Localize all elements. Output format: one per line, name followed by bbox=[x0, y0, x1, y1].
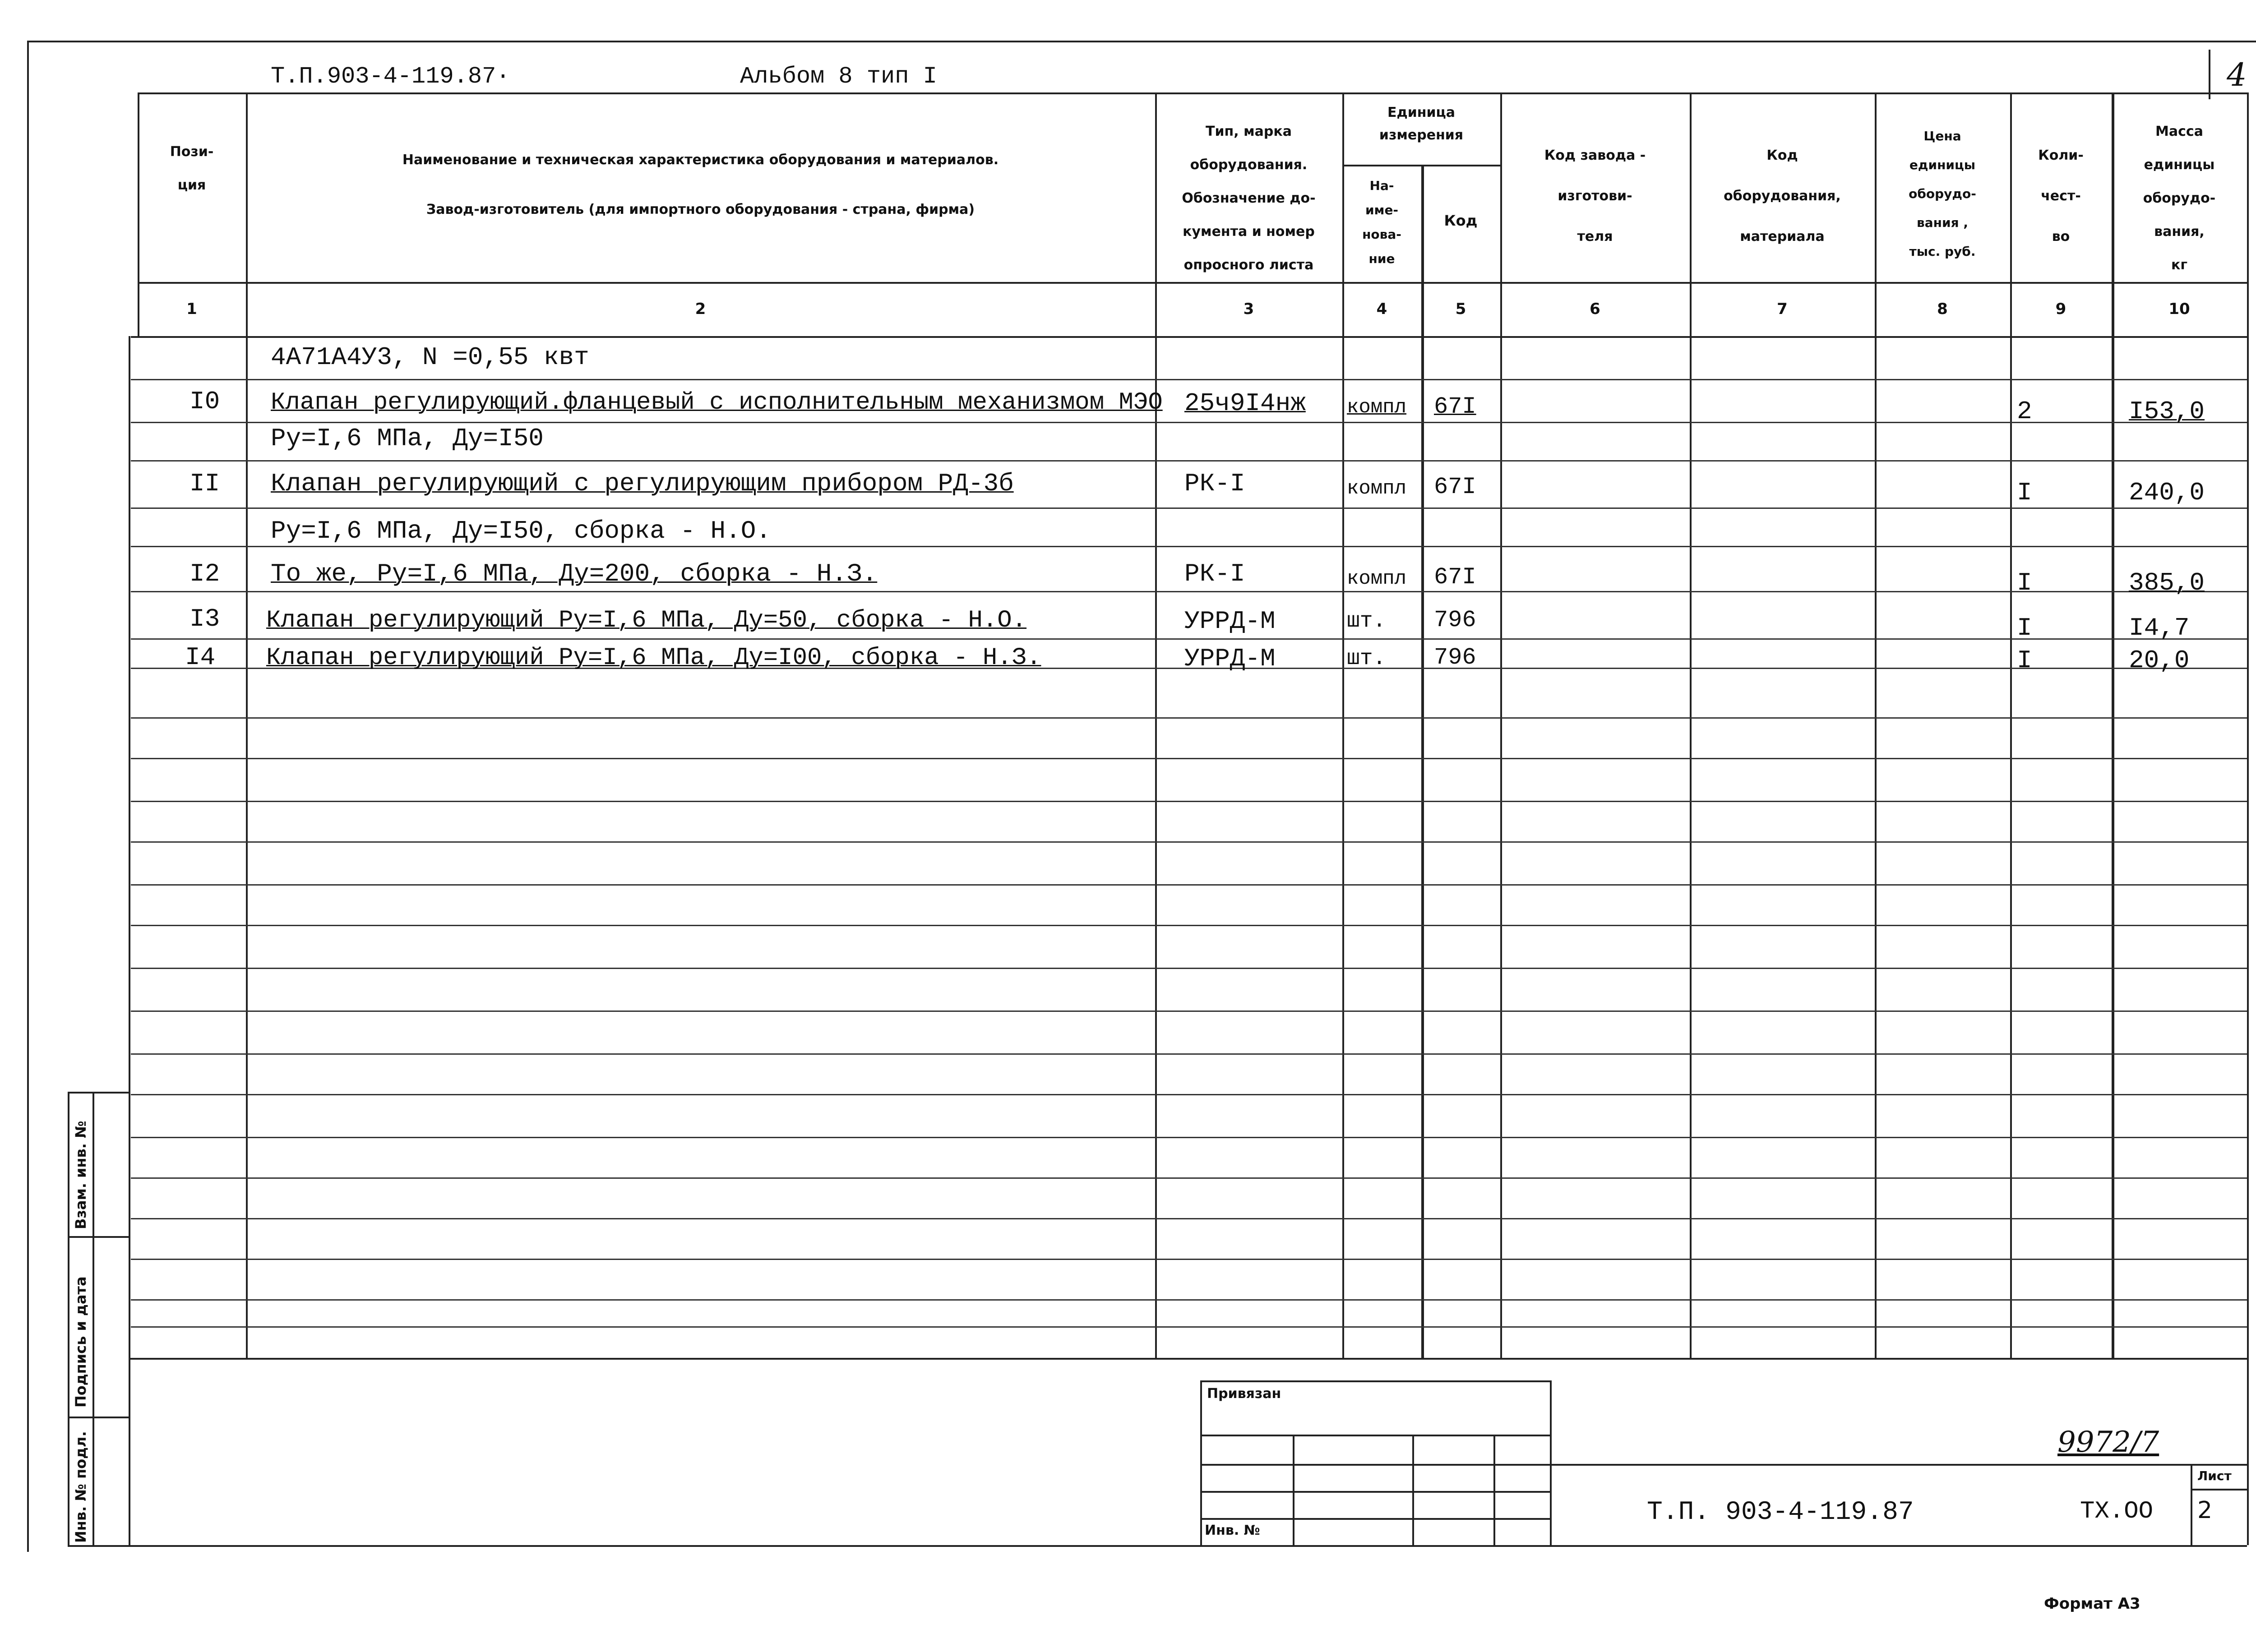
row-qty-14: I bbox=[2017, 646, 2032, 675]
row-motor-spec: 4А71А4У3, N =0,55 квт bbox=[271, 343, 589, 372]
row-unit-13: шт. bbox=[1347, 609, 1386, 633]
table-row-line bbox=[131, 1053, 2247, 1055]
header-col-3-line: оборудования. bbox=[1190, 157, 1308, 173]
bound-box-top bbox=[1200, 1380, 1550, 1382]
outer-frame-top bbox=[27, 41, 2256, 42]
col-border-1 bbox=[246, 92, 248, 1358]
row-mass-14: 20,0 bbox=[2129, 646, 2190, 675]
bound-box-line-4 bbox=[1200, 1518, 1550, 1520]
row-name-10: Клапан регулирующий.фланцевый с исполнительным механизмом МЭО bbox=[271, 389, 1163, 416]
table-row-line bbox=[131, 546, 2247, 547]
col-border-10 bbox=[2247, 92, 2249, 1358]
row-pos-12: I2 bbox=[190, 559, 220, 588]
row-unit-12: компл bbox=[1347, 568, 1407, 590]
doc-code: Т.П.903-4-119.87· bbox=[271, 63, 510, 90]
row-code-13: 796 bbox=[1434, 607, 1476, 633]
header-col-8-line: вания , bbox=[1917, 215, 1968, 230]
side-stamp-div-4 bbox=[68, 1545, 129, 1547]
row-type-11: РК-I bbox=[1184, 469, 1245, 498]
colnum-bottom-line bbox=[131, 336, 2247, 338]
header-col-7-line: Код bbox=[1766, 148, 1798, 163]
row-type-12: РК-I bbox=[1184, 559, 1245, 588]
header-col-8-line: оборудо- bbox=[1909, 186, 1976, 201]
col-border-8 bbox=[2010, 92, 2012, 1358]
table-row-line bbox=[131, 841, 2247, 843]
row-name-12: То же, Ру=I,6 МПа, Ду=200, сборка - Н.З. bbox=[271, 559, 878, 588]
sheet-box-left bbox=[2191, 1464, 2192, 1545]
row-spec-11: Ру=I,6 МПа, Ду=I50, сборка - Н.О. bbox=[271, 517, 771, 545]
row-mass-13: I4,7 bbox=[2129, 614, 2190, 642]
header-col-3 bbox=[1155, 115, 1342, 282]
header-col-2-line: Завод-изготовитель (для импортного оборудования - страна, фирма) bbox=[426, 202, 975, 217]
col-border-6 bbox=[1690, 92, 1692, 1358]
header-col-10-line: Масса bbox=[2155, 124, 2203, 139]
side-stamp-div-3 bbox=[68, 1417, 129, 1418]
bound-box-left bbox=[1200, 1380, 1202, 1545]
unit-group-line: Единица bbox=[1387, 105, 1455, 120]
header-col-10-line: кг bbox=[2171, 257, 2188, 273]
row-type-14: УРРД-М bbox=[1184, 644, 1276, 673]
colnum-8: 8 bbox=[1937, 300, 1948, 318]
col-border-2 bbox=[1155, 92, 1157, 1358]
header-col-1-line: ция bbox=[177, 177, 206, 193]
col-border-0b bbox=[129, 336, 130, 1545]
col-border-9 bbox=[2112, 92, 2114, 1358]
header-col-8-line: Цена bbox=[1923, 129, 1961, 143]
header-col-7-line: материала bbox=[1740, 229, 1825, 245]
side-label-replace: Взам. инв. № bbox=[72, 1121, 89, 1229]
table-row-line bbox=[131, 508, 2247, 509]
bound-box-div-1 bbox=[1293, 1435, 1294, 1545]
header-col-4-line: ние bbox=[1368, 251, 1395, 266]
table-row-line bbox=[131, 968, 2247, 969]
table-row-line bbox=[131, 379, 2247, 380]
header-unit-group bbox=[1342, 102, 1500, 147]
table-row-line bbox=[131, 1218, 2247, 1219]
sheet-box-mid bbox=[2191, 1489, 2247, 1490]
colnum-2: 2 bbox=[695, 300, 706, 318]
col-border-4 bbox=[1421, 165, 1424, 1358]
page-bottom-line bbox=[129, 1545, 2247, 1547]
header-col-10-line: оборудо- bbox=[2143, 190, 2216, 206]
col-border-5 bbox=[1500, 92, 1502, 1358]
inv-label: Инв. № bbox=[1205, 1523, 1260, 1538]
stamp-doc-code: Т.П. 903-4-119.87 bbox=[1647, 1498, 1914, 1527]
table-row-line bbox=[131, 925, 2247, 926]
bound-label: Привязан bbox=[1207, 1386, 1281, 1402]
header-col-9 bbox=[2010, 135, 2112, 257]
format-label: Формат А3 bbox=[2044, 1595, 2140, 1613]
header-col-3-line: Обозначение до- bbox=[1182, 190, 1316, 206]
header-col-10-line: единицы bbox=[2144, 157, 2215, 173]
header-col-2 bbox=[246, 135, 1155, 235]
table-row-line bbox=[131, 1326, 2247, 1328]
row-pos-13: I3 bbox=[190, 605, 220, 633]
table-row-line bbox=[131, 717, 2247, 719]
colnum-10: 10 bbox=[2168, 300, 2190, 318]
col-border-3 bbox=[1342, 92, 1344, 1358]
header-col-6-line: теля bbox=[1577, 229, 1613, 245]
album-title: Альбом 8 тип I bbox=[740, 63, 937, 90]
corner-number: 4 bbox=[2227, 56, 2247, 93]
side-stamp-mid bbox=[92, 1092, 94, 1545]
corner-box-line bbox=[2209, 50, 2210, 99]
row-name-14: Клапан регулирующий Ру=I,6 МПа, Ду=I00, сборка - Н.З. bbox=[266, 644, 1041, 672]
row-spec-10: Ру=I,6 МПа, Ду=I50 bbox=[271, 424, 544, 453]
row-unit-10: компл bbox=[1347, 396, 1407, 419]
bound-box-line-3 bbox=[1200, 1491, 1550, 1493]
sheet-number: 2 bbox=[2197, 1497, 2213, 1524]
row-qty-12: I bbox=[2017, 568, 2032, 597]
table-row-line bbox=[131, 1259, 2247, 1260]
table-row-line bbox=[131, 1137, 2247, 1138]
header-col-1 bbox=[138, 135, 246, 202]
side-label-sign: Подпись и дата bbox=[72, 1276, 89, 1407]
sheet-box-right bbox=[2247, 1358, 2249, 1545]
row-code-12: 67I bbox=[1434, 564, 1476, 591]
unit-group-line: измерения bbox=[1379, 127, 1464, 143]
row-name-13: Клапан регулирующий Ру=I,6 МПа, Ду=50, сборка - Н.О. bbox=[266, 607, 1027, 634]
table-row-line bbox=[131, 758, 2247, 759]
header-col-7-line: оборудования, bbox=[1724, 188, 1841, 204]
header-col-10 bbox=[2112, 115, 2247, 282]
row-qty-11: I bbox=[2017, 478, 2032, 507]
row-qty-10: 2 bbox=[2017, 397, 2032, 426]
table-bottom-line bbox=[129, 1358, 2247, 1360]
row-pos-10: I0 bbox=[190, 387, 220, 416]
colnum-1: 1 bbox=[186, 300, 197, 318]
title-block-top bbox=[1550, 1464, 2247, 1466]
colnum-4: 4 bbox=[1376, 300, 1387, 318]
row-mass-10: I53,0 bbox=[2129, 397, 2205, 426]
stamp-mark: ТХ.ОО bbox=[2080, 1498, 2154, 1525]
table-row-line bbox=[131, 638, 2247, 640]
row-name-11: Клапан регулирующий с регулирующим прибором РД-3б bbox=[271, 469, 1014, 498]
table-row-line bbox=[131, 460, 2247, 461]
header-col-6-line: Код завода - bbox=[1544, 148, 1646, 163]
order-number: 9972/7 bbox=[2057, 1426, 2159, 1459]
header-col-4 bbox=[1342, 174, 1421, 271]
colnum-9: 9 bbox=[2055, 300, 2066, 318]
header-col-4-line: нова- bbox=[1362, 227, 1401, 242]
row-mass-11: 240,0 bbox=[2129, 478, 2205, 507]
header-col-4-line: На- bbox=[1369, 178, 1394, 193]
header-col-6 bbox=[1500, 135, 1690, 257]
bound-box-line-1 bbox=[1200, 1435, 1550, 1436]
row-unit-14: шт. bbox=[1347, 646, 1386, 671]
row-code-14: 796 bbox=[1434, 644, 1476, 671]
row-type-10: 25ч9I4нж bbox=[1184, 389, 1306, 418]
table-row-line bbox=[131, 884, 2247, 886]
table-row-line bbox=[131, 1299, 2247, 1301]
table-top-line bbox=[138, 92, 2247, 94]
header-col-8-line: тыс. руб. bbox=[1909, 244, 1976, 259]
header-col-5: Код bbox=[1444, 212, 1478, 229]
side-stamp-div-2 bbox=[68, 1236, 129, 1238]
colnum-3: 3 bbox=[1243, 300, 1254, 318]
header-col-3-line: кумента и номер bbox=[1183, 224, 1315, 240]
table-row-line bbox=[131, 801, 2247, 802]
header-col-8-line: единицы bbox=[1909, 157, 1976, 172]
row-unit-11: компл bbox=[1347, 477, 1407, 500]
table-row-line bbox=[131, 1094, 2247, 1095]
header-bottom-line bbox=[138, 282, 2247, 284]
header-col-9-line: чест- bbox=[2041, 188, 2081, 204]
side-stamp-div-1 bbox=[68, 1092, 129, 1094]
row-pos-11: II bbox=[190, 469, 220, 498]
row-type-13: УРРД-М bbox=[1184, 607, 1276, 636]
colnum-7: 7 bbox=[1777, 300, 1788, 318]
header-col-6-line: изготови- bbox=[1558, 188, 1632, 204]
bound-box-right bbox=[1550, 1380, 1552, 1545]
header-col-1-line: Пози- bbox=[170, 144, 214, 160]
table-row-line bbox=[131, 1177, 2247, 1179]
table-row-line bbox=[131, 1011, 2247, 1012]
colnum-6: 6 bbox=[1590, 300, 1600, 318]
header-col-7 bbox=[1690, 135, 1875, 257]
table-row-line bbox=[131, 422, 2247, 423]
header-col-9-line: Коли- bbox=[2038, 148, 2084, 163]
header-col-4-line: име- bbox=[1365, 203, 1399, 217]
header-col-9-line: во bbox=[2052, 229, 2070, 245]
row-code-10: 67I bbox=[1434, 393, 1476, 420]
bound-box-div-3 bbox=[1493, 1435, 1495, 1545]
header-col-2-line: Наименование и техническая характеристика оборудования и материалов. bbox=[402, 152, 999, 168]
row-mass-12: 385,0 bbox=[2129, 568, 2205, 597]
row-code-11: 67I bbox=[1434, 474, 1476, 500]
row-pos-14: I4 bbox=[185, 643, 216, 672]
header-col-3-line: опросного листа bbox=[1183, 257, 1314, 273]
colnum-5: 5 bbox=[1455, 300, 1466, 318]
bound-box-div-2 bbox=[1412, 1435, 1414, 1545]
bound-box-line-2 bbox=[1200, 1464, 1550, 1466]
row-qty-13: I bbox=[2017, 614, 2032, 642]
outer-frame-left bbox=[27, 41, 29, 1552]
side-stamp-left bbox=[68, 1092, 69, 1545]
table-row-line bbox=[131, 591, 2247, 592]
header-col-3-line: Тип, марка bbox=[1206, 124, 1292, 139]
col-border-7 bbox=[1875, 92, 1877, 1358]
sheet-label: Лист bbox=[2197, 1468, 2232, 1483]
header-col-10-line: вания, bbox=[2154, 224, 2205, 240]
side-label-inv: Инв. № подл. bbox=[72, 1431, 89, 1543]
header-col-8 bbox=[1875, 122, 2010, 266]
